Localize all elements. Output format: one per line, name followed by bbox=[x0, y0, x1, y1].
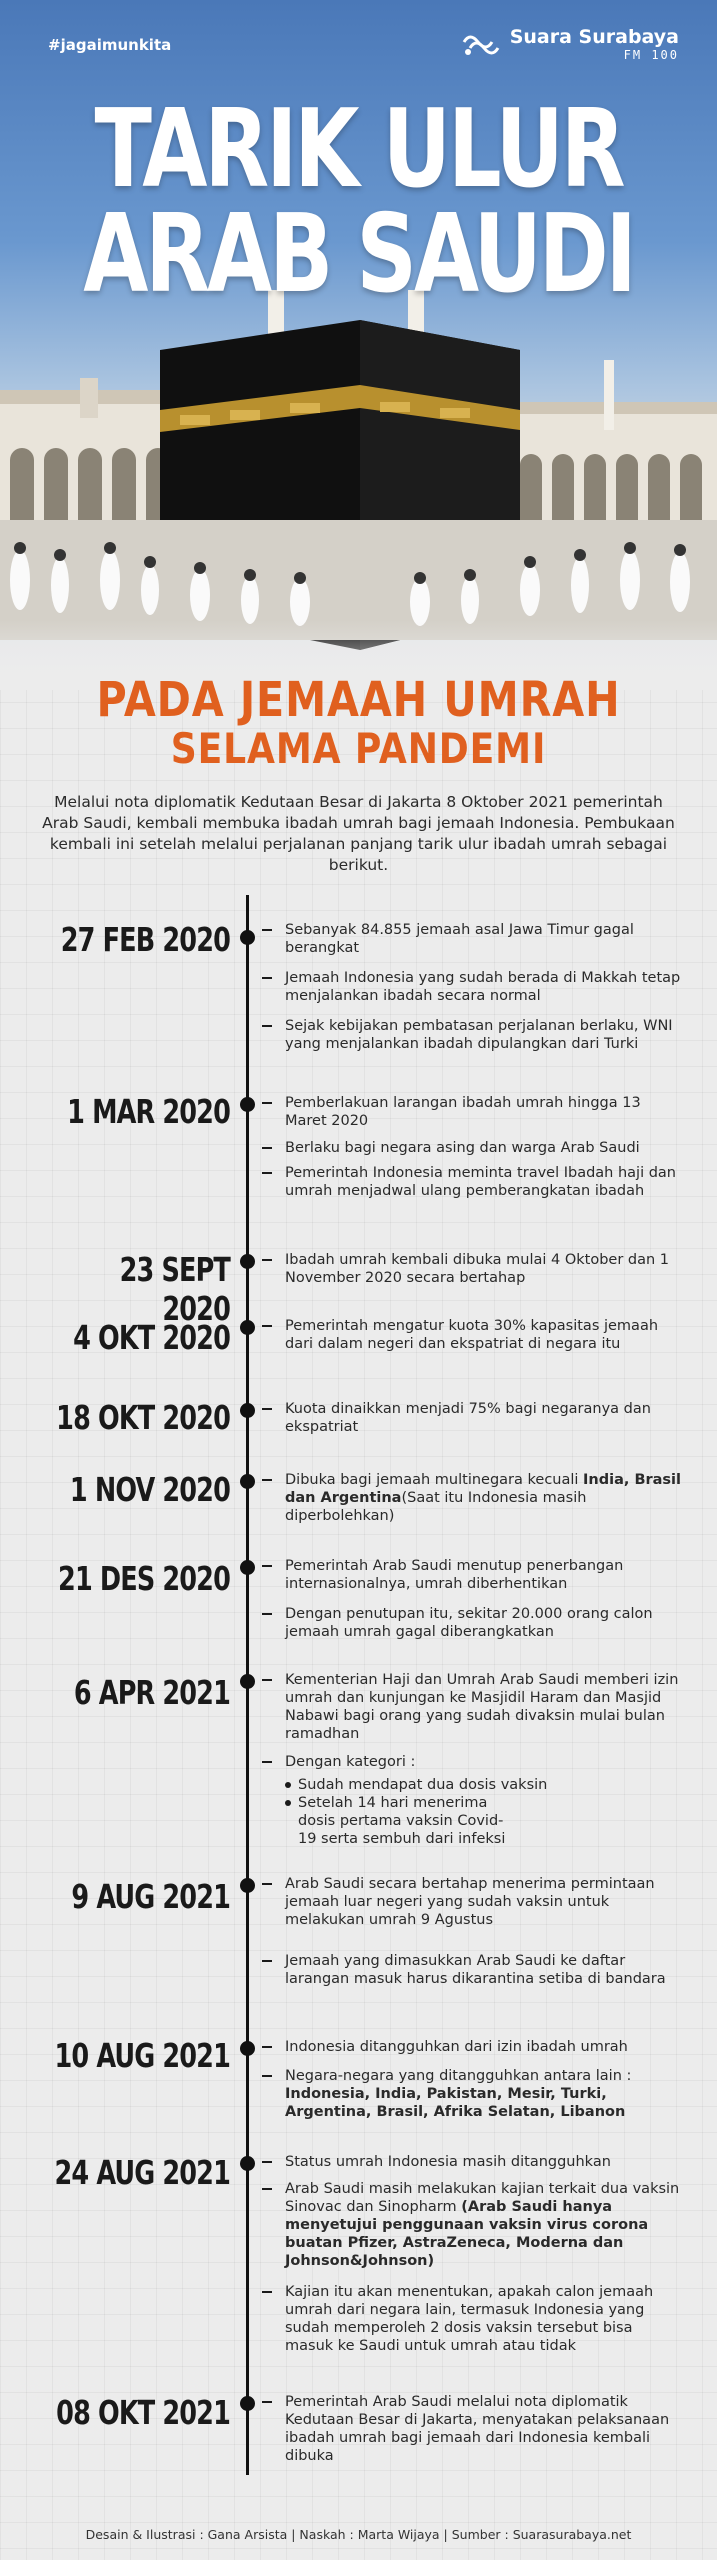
timeline-dot bbox=[240, 1097, 255, 1112]
timeline-item: Berlaku bagi negara asing dan warga Arab Saudi bbox=[262, 1139, 682, 1157]
intro-paragraph: Melalui nota diplomatik Kedutaan Besar di Jakarta 8 Oktober 2021 pemerintah Arab Saudi, kembali membuka ibadah umrah bagi jemaah Indonesia. Pembukaan kembali ini setelah melalui perjalanan panjang tarik ulur ibadah umrah sebagai berikut. bbox=[42, 793, 675, 874]
timeline-item: Jemaah yang dimasukkan Arab Saudi ke daftar larangan masuk harus dikarantina setiba di bandara bbox=[262, 1952, 682, 1988]
credits-footer: Desain & Ilustrasi : Gana Arsista | Naskah : Marta Wijaya | Sumber : Suarasurabaya.net bbox=[85, 2527, 632, 2542]
timeline-date: 1 NOV 2020 bbox=[69, 1470, 230, 1509]
timeline-dot bbox=[240, 1878, 255, 1893]
timeline-dot bbox=[240, 1320, 255, 1335]
timeline-date: 24 AUG 2021 bbox=[54, 2153, 230, 2192]
title-line-1: TARIK ULUR bbox=[94, 87, 623, 212]
hashtag: #jagaimunkita bbox=[48, 36, 172, 54]
timeline-date: 9 AUG 2021 bbox=[71, 1877, 230, 1916]
timeline-date: 21 DES 2020 bbox=[58, 1559, 231, 1598]
timeline-item: Kajian itu akan menentukan, apakah calon jemaah umrah dari negara lain, termasuk Indonesia yang sudah memperoleh 2 dosis vaksin tersebut bisa masuk ke Saudi untuk umrah atau tidak bbox=[262, 2283, 682, 2355]
timeline-item: Negara-negara yang ditangguhkan antara lain : Indonesia, India, Pakistan, Mesir, Turki, Argentina, Brasil, Afrika Selatan, Libanon bbox=[262, 2067, 682, 2121]
timeline-item: Dibuka bagi jemaah multinegara kecuali India, Brasil dan Argentina(Saat itu Indonesia masih diperbolehkan) bbox=[262, 1471, 682, 1525]
brand-logo-block bbox=[460, 26, 679, 62]
timeline-item: Pemerintah Arab Saudi melalui nota diplomatik Kedutaan Besar di Jakarta, menyatakan pelaksanaan ibadah umrah bagi jemaah dari Indonesia kembali dibuka bbox=[262, 2393, 682, 2465]
timeline-dot bbox=[240, 930, 255, 945]
timeline-item: Jemaah Indonesia yang sudah berada di Makkah tetap menjalankan ibadah secara normal bbox=[262, 969, 682, 1005]
timeline-subitem: Setelah 14 hari menerima dosis pertama vaksin Covid-19 serta sembuh dari infeksi bbox=[285, 1794, 515, 1848]
timeline-dot bbox=[240, 2156, 255, 2171]
timeline-item: Dengan kategori : bbox=[262, 1753, 682, 1771]
title-line-2: ARAB SAUDI bbox=[83, 192, 634, 317]
timeline-date: 4 OKT 2020 bbox=[73, 1318, 231, 1357]
timeline-item: Arab Saudi masih melakukan kajian terkait dua vaksin Sinovac dan Sinopharm (Arab Saudi hanya menyetujui penggunaan vaksin virus corona buatan Pfizer, AstraZeneca, Moderna dan Johnson&Johnson) bbox=[262, 2180, 682, 2270]
timeline-dot bbox=[240, 2396, 255, 2411]
timeline-date: 18 OKT 2020 bbox=[56, 1398, 231, 1437]
radio-wave-icon bbox=[460, 28, 502, 58]
brand-name: Suara Surabaya bbox=[509, 26, 679, 48]
subtitle-line-2: SELAMA PANDEMI bbox=[170, 724, 547, 773]
timeline-item: Sebanyak 84.855 jemaah asal Jawa Timur gagal berangkat bbox=[262, 921, 682, 957]
timeline-date: 08 OKT 2021 bbox=[56, 2393, 231, 2432]
timeline-item: Kementerian Haji dan Umrah Arab Saudi memberi izin umrah dan kunjungan ke Masjidil Haram dan Masjid Nabawi bagi orang yang sudah divaksin mulai bulan ramadhan bbox=[262, 1671, 682, 1743]
timeline-item: Pemerintah mengatur kuota 30% kapasitas jemaah dari dalam negeri dan ekspatriat di negara itu bbox=[262, 1317, 682, 1353]
timeline-date: 27 FEB 2020 bbox=[60, 920, 230, 959]
timeline-dot bbox=[240, 1254, 255, 1269]
hero-banner bbox=[0, 0, 717, 690]
timeline-dot bbox=[240, 1403, 255, 1418]
timeline-item: Kuota dinaikkan menjadi 75% bagi negaranya dan ekspatriat bbox=[262, 1400, 682, 1436]
timeline-item: Pemberlakuan larangan ibadah umrah hingga 13 Maret 2020 bbox=[262, 1094, 682, 1130]
timeline-item: Dengan penutupan itu, sekitar 20.000 orang calon jemaah umrah gagal diberangkatkan bbox=[262, 1605, 682, 1641]
brand-sub: FM 100 bbox=[623, 48, 679, 62]
kaaba-illustration bbox=[0, 290, 717, 690]
timeline-item: Arab Saudi secara bertahap menerima permintaan jemaah luar negeri yang sudah vaksin untuk melakukan umrah 9 Agustus bbox=[262, 1875, 682, 1929]
timeline-date: 6 APR 2021 bbox=[73, 1673, 230, 1712]
subtitle-line-1: PADA JEMAAH UMRAH bbox=[96, 672, 621, 728]
timeline-item: Indonesia ditangguhkan dari izin ibadah umrah bbox=[262, 2038, 682, 2056]
timeline-dot bbox=[240, 1560, 255, 1575]
timeline-dot bbox=[240, 2041, 255, 2056]
timeline-dot bbox=[240, 1674, 255, 1689]
timeline-item: Sejak kebijakan pembatasan perjalanan berlaku, WNI yang menjalankan ibadah dipulangkan dari Turki bbox=[262, 1017, 682, 1053]
timeline-dot bbox=[240, 1474, 255, 1489]
timeline-item: Pemerintah Arab Saudi menutup penerbangan internasionalnya, umrah diberhentikan bbox=[262, 1557, 682, 1593]
timeline-date: 1 MAR 2020 bbox=[67, 1092, 230, 1131]
timeline-item: Status umrah Indonesia masih ditangguhkan bbox=[262, 2153, 682, 2171]
timeline-subitem: Sudah mendapat dua dosis vaksin bbox=[285, 1776, 645, 1794]
timeline-date: 23 SEPT 2020 bbox=[119, 1250, 230, 1328]
timeline-date: 10 AUG 2021 bbox=[54, 2036, 230, 2075]
timeline-item: Ibadah umrah kembali dibuka mulai 4 Oktober dan 1 November 2020 secara bertahap bbox=[262, 1251, 682, 1287]
timeline-item: Pemerintah Indonesia meminta travel Ibadah haji dan umrah menjadwal ulang pemberangkatan ibadah bbox=[262, 1164, 682, 1200]
